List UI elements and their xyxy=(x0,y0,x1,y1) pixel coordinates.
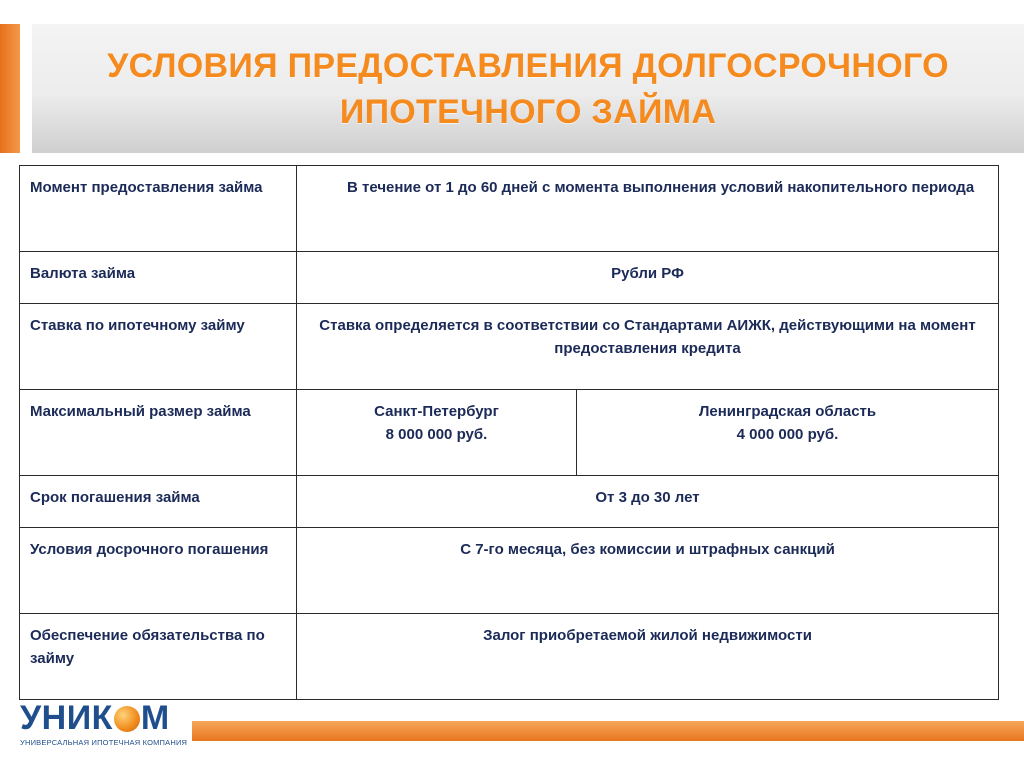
title-line-1: УСЛОВИЯ ПРЕДОСТАВЛЕНИЯ ДОЛГОСРОЧНОГО xyxy=(107,46,949,85)
row-value: Рубли РФ xyxy=(297,252,999,304)
row-label: Срок погашения займа xyxy=(20,476,297,528)
lo-name: Ленинградская область xyxy=(698,403,877,420)
bottom-accent-bar xyxy=(192,721,1024,741)
row-value: Ставка определяется в соответствии со Стандартами АИЖК, действующими на момент предоставления кредита xyxy=(297,304,999,390)
left-accent-bar xyxy=(0,24,20,153)
row-value: В течение от 1 до 60 дней с момента выполнения условий накопительного периода xyxy=(297,166,999,252)
table-row xyxy=(20,166,999,252)
row-label: Валюта займа xyxy=(20,252,297,304)
table-row xyxy=(20,304,999,390)
row-label: Момент предоставления займа xyxy=(20,166,297,252)
table-row xyxy=(20,528,999,614)
title-line-2: ИПОТЕЧНОГО ЗАЙМА xyxy=(339,92,717,131)
logo-wordmark xyxy=(20,700,190,736)
lo-amount: 4 000 000 руб. xyxy=(736,426,839,443)
spb-cell xyxy=(297,390,577,476)
table-row xyxy=(20,476,999,528)
lo-cell xyxy=(577,390,999,476)
row-value: С 7-го месяца, без комиссии и штрафных санкций xyxy=(297,528,999,614)
row-value: От 3 до 30 лет xyxy=(297,476,999,528)
logo-coin-icon xyxy=(114,706,140,732)
page-title xyxy=(107,43,949,135)
loan-conditions-table xyxy=(19,165,999,700)
row-label: Ставка по ипотечному займу xyxy=(20,304,297,390)
spb-amount: 8 000 000 руб. xyxy=(385,426,488,443)
row-value: Залог приобретаемой жилой недвижимости xyxy=(297,614,999,700)
table-row xyxy=(20,390,999,476)
title-band xyxy=(32,24,1024,153)
row-label: Условия досрочного погашения xyxy=(20,528,297,614)
row-label: Обеспечение обязательства по займу xyxy=(20,614,297,700)
logo-word-left: УНИК xyxy=(20,698,113,737)
spb-name: Санкт-Петербург xyxy=(374,403,499,420)
table-row xyxy=(20,252,999,304)
unikom-logo xyxy=(20,700,190,752)
logo-subtitle: УНИВЕРСАЛЬНАЯ ИПОТЕЧНАЯ КОМПАНИЯ xyxy=(20,738,188,747)
row-label: Максимальный размер займа xyxy=(20,390,297,476)
logo-word-right: М xyxy=(140,698,170,737)
table-row xyxy=(20,614,999,700)
